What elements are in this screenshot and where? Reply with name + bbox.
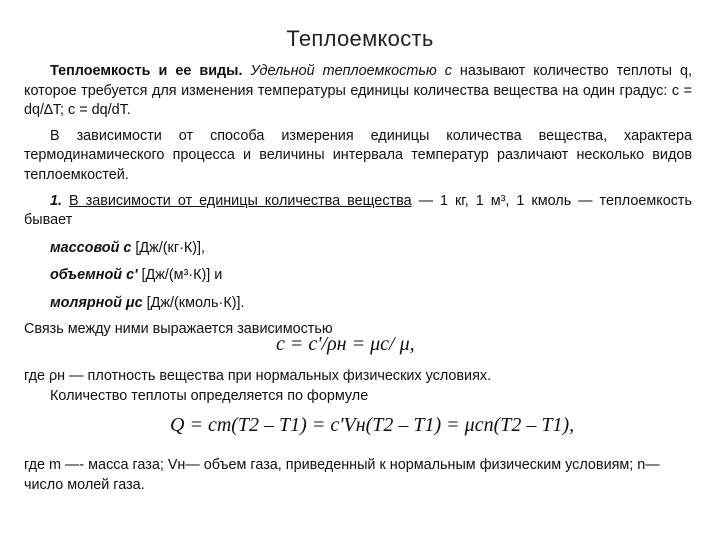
relation-text: Связь между ними выражается зависимостью <box>24 320 333 337</box>
density-note: где ρн — плотность вещества при нормальных физических условиях. <box>24 368 492 385</box>
by-unit-text: — 1 кг, 1 м³, 1 кмоль — теплоемкость бывает <box>24 192 692 229</box>
paragraph-types: В зависимости от способа измерения единицы количества вещества, характера термодинамического процесса и величины интервала температур различают несколько видов теплоемкостей. <box>24 127 692 183</box>
slide-body <box>24 62 692 496</box>
list-number: 1. <box>50 192 63 209</box>
item-unit: [Дж/(кмоль·К)]. <box>142 294 245 311</box>
definition-lead: Теплоемкость и ее виды. <box>50 63 243 79</box>
list-item-mass <box>50 239 692 259</box>
item-term: молярной μс <box>50 294 143 311</box>
definition-term: Удельной теплоемкостью с <box>242 63 452 79</box>
formula-heat: Q = cm(T2 – T1) = c'Vн(T2 – T1) = μcn(T2 – T1), <box>170 414 575 437</box>
heat-text: Количество теплоты определяется по формуле <box>50 387 369 404</box>
list-item-volume <box>50 266 692 286</box>
by-unit-heading: В зависимости от единицы количества вещества <box>69 192 412 209</box>
item-unit: [Дж/(м³·К)] и <box>137 267 223 284</box>
definition-text: называют количество теплоты q, которое требуется для изменения температуры единицы количества вещества на один градус: с = dq/∆T; c = dq/dT. <box>24 63 692 119</box>
page-title: Теплоемкость <box>286 26 434 51</box>
item-term: объемной с' <box>50 267 138 284</box>
list-item-molar <box>50 294 692 314</box>
paragraph-definition <box>24 62 692 121</box>
item-term: массовой с <box>50 239 132 256</box>
formula-relation: c = c'/ρн = μc/ μ, <box>276 333 415 356</box>
paragraph-by-unit <box>24 192 692 231</box>
variables-note: где m —- масса газа; Vн— объем газа, приведенный к нормальным физическим условиям; n— число молей газа. <box>24 457 660 493</box>
item-unit: [Дж/(кг·К)], <box>131 239 206 256</box>
